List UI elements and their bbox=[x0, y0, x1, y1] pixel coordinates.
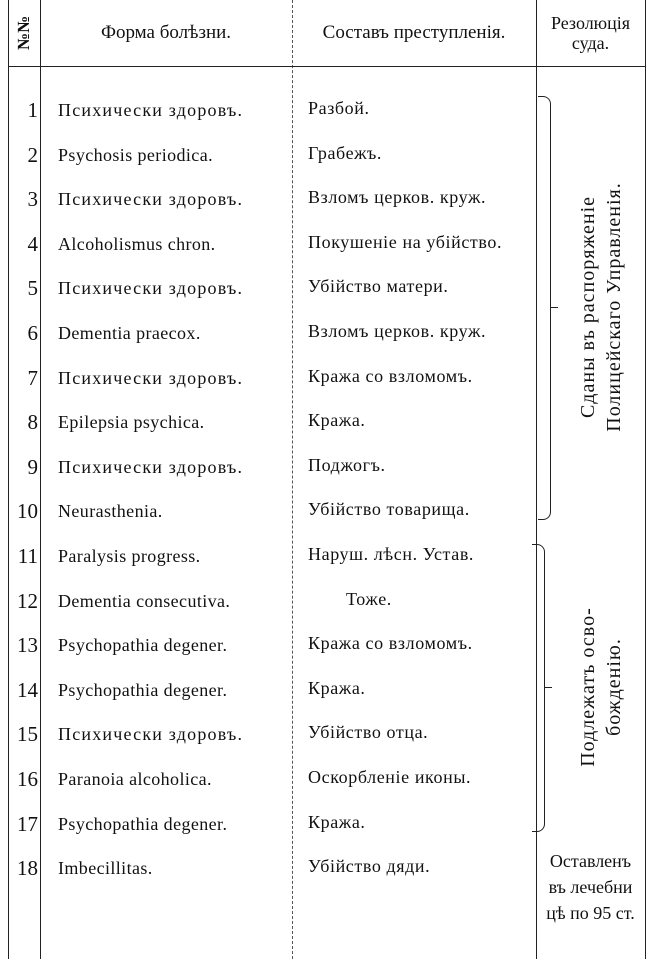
row-number: 2 bbox=[27, 142, 38, 167]
row-number: 11 bbox=[17, 544, 38, 568]
table-row bbox=[8, 489, 536, 533]
row-crime: Наруш. лѣсн. Устав. bbox=[308, 544, 475, 564]
header-form: Форма болѣзни. bbox=[100, 22, 232, 43]
resolution-group-1-line1: Сданы въ распоряженіе bbox=[576, 195, 599, 419]
row-number: 16 bbox=[17, 767, 38, 791]
table-row bbox=[8, 846, 536, 890]
row-disease-form: Imbecillitas. bbox=[58, 858, 153, 879]
row-number: 4 bbox=[27, 231, 38, 256]
resolution-group-1-line2: Полицейскаго Управленія. bbox=[602, 182, 625, 432]
row-number: 18 bbox=[17, 856, 38, 881]
row-crime: Убійство товарища. bbox=[308, 499, 470, 520]
row-disease-form: Alcoholismus chron. bbox=[58, 233, 216, 254]
table-row bbox=[8, 757, 536, 801]
table-row bbox=[8, 445, 536, 489]
row-crime: Поджогъ. bbox=[308, 454, 386, 475]
table-row bbox=[8, 311, 536, 355]
table-row bbox=[8, 133, 536, 177]
row-crime: Грабежъ. bbox=[308, 142, 382, 163]
row-crime: Убійство отца. bbox=[308, 722, 429, 743]
resolution-row-18-line3: цѣ по 95 ст. bbox=[546, 903, 635, 923]
row-crime: Кража со взломомъ. bbox=[308, 365, 473, 386]
row-crime: Взломъ церков. круж. bbox=[308, 187, 487, 208]
header-resolution-line1: Резолюція bbox=[550, 13, 631, 33]
header-resolution-line2: суда. bbox=[571, 33, 610, 53]
row-crime: Кража. bbox=[308, 677, 366, 698]
row-number: 15 bbox=[17, 722, 38, 747]
resolution-group-1 bbox=[556, 96, 645, 518]
row-crime: Покушеніе на убійство. bbox=[308, 231, 503, 252]
row-crime: Кража со взломомъ. bbox=[308, 633, 473, 654]
row-disease-form: Психически здоровъ. bbox=[58, 724, 244, 745]
bracket-group-2-tip bbox=[544, 687, 552, 688]
table-row bbox=[8, 623, 536, 667]
row-disease-form: Psychosis periodica. bbox=[58, 144, 213, 165]
table-row bbox=[8, 579, 536, 623]
table-row bbox=[8, 668, 536, 712]
row-number: 8 bbox=[27, 410, 38, 435]
row-disease-form: Dementia praecox. bbox=[58, 323, 201, 343]
row-disease-form: Psychopathia degener. bbox=[58, 813, 228, 834]
resolution-group-2 bbox=[556, 544, 645, 830]
table-row bbox=[8, 802, 536, 846]
row-disease-form: Psychopathia degener. bbox=[58, 679, 228, 700]
bracket-group-1 bbox=[538, 96, 551, 520]
row-crime: Разбой. bbox=[308, 98, 370, 118]
table-row bbox=[8, 88, 536, 132]
resolution-group-2-line1: Подлежатъ осво- bbox=[576, 607, 599, 767]
table-right-border bbox=[645, 0, 646, 959]
row-disease-form: Neurasthenia. bbox=[58, 501, 163, 522]
row-disease-form: Психически здоровъ. bbox=[58, 100, 244, 120]
row-crime: Убійство дяди. bbox=[308, 856, 431, 877]
table-row bbox=[8, 356, 536, 400]
header-number bbox=[8, 0, 40, 66]
header-number-label: №№ bbox=[14, 15, 34, 51]
row-disease-form: Психически здоровъ. bbox=[58, 189, 244, 210]
row-number: 1 bbox=[27, 98, 38, 122]
row-number: 17 bbox=[17, 811, 38, 836]
row-number: 6 bbox=[27, 321, 38, 345]
row-crime: Тоже. bbox=[346, 588, 392, 609]
resolution-row-18 bbox=[536, 848, 645, 926]
row-disease-form: Epilepsia psychica. bbox=[58, 412, 205, 433]
resolution-group-2-line2: божденію. bbox=[602, 638, 625, 736]
row-crime: Кража. bbox=[308, 410, 366, 431]
resolution-row-18-line2: въ лечебни bbox=[548, 877, 633, 897]
row-number: 13 bbox=[17, 633, 38, 658]
row-crime: Оскорбленіе иконы. bbox=[308, 767, 472, 787]
row-disease-form: Paranoia alcoholica. bbox=[58, 769, 212, 789]
row-number: 14 bbox=[17, 677, 38, 702]
row-disease-form: Психически здоровъ. bbox=[58, 456, 244, 477]
row-disease-form: Paralysis progress. bbox=[58, 546, 201, 566]
row-disease-form: Psychopathia degener. bbox=[58, 635, 228, 656]
table-row bbox=[8, 534, 536, 578]
row-crime: Кража. bbox=[308, 811, 366, 832]
table-row bbox=[8, 266, 536, 310]
row-number: 3 bbox=[27, 187, 38, 212]
table-row bbox=[8, 222, 536, 266]
row-number: 10 bbox=[17, 499, 38, 524]
bracket-group-2 bbox=[532, 544, 545, 832]
row-number: 7 bbox=[27, 365, 38, 390]
row-number: 9 bbox=[27, 454, 38, 479]
row-crime: Взломъ церков. круж. bbox=[308, 321, 487, 341]
header-crime: Составъ преступленія. bbox=[322, 22, 506, 43]
row-disease-form: Психически здоровъ. bbox=[58, 278, 244, 299]
row-number: 12 bbox=[17, 588, 38, 613]
header-divider bbox=[8, 66, 645, 67]
header-resolution bbox=[536, 0, 645, 66]
row-number: 5 bbox=[27, 276, 38, 301]
resolution-row-18-line1: Оставленъ bbox=[549, 851, 632, 871]
table-row bbox=[8, 712, 536, 756]
row-crime: Убійство матери. bbox=[308, 276, 449, 297]
row-disease-form: Психически здоровъ. bbox=[58, 367, 244, 388]
table-row bbox=[8, 400, 536, 444]
row-disease-form: Dementia consecutiva. bbox=[58, 590, 231, 611]
table-row bbox=[8, 177, 536, 221]
